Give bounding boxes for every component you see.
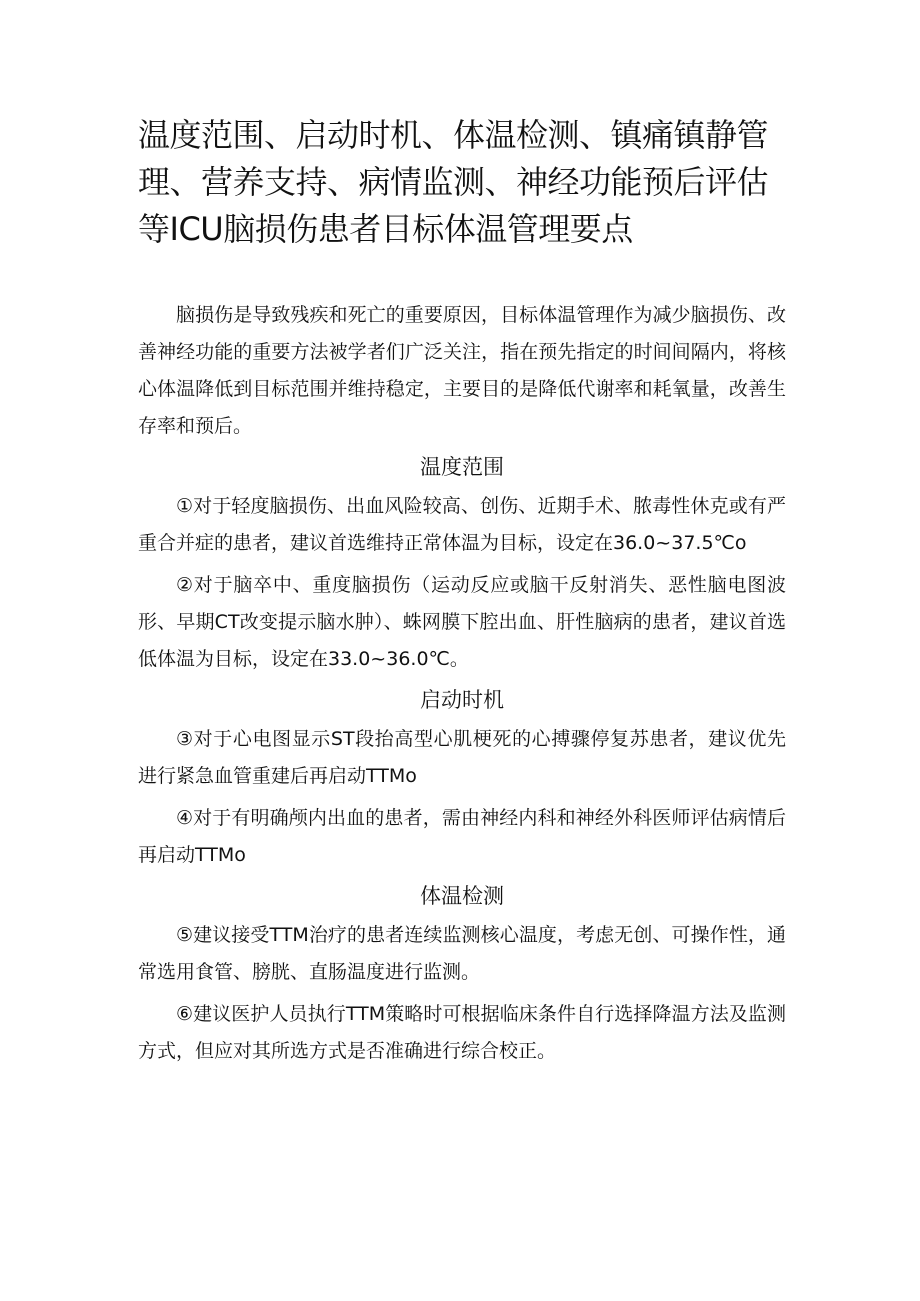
section-paragraph: ①对于轻度脑损伤、出血风险较高、创伤、近期手术、脓毒性休克或有严重合并症的患者，建议首选维持正常体温为目标，设定在36.0~37.5℃o <box>138 495 786 554</box>
document-body <box>138 297 786 1075</box>
section-paragraph: ⑤建议接受TTM治疗的患者连续监测核心温度，考虑无创、可操作性，通常选用食管、膀胱、直肠温度进行监测。 <box>138 924 786 983</box>
intro-paragraph: 脑损伤是导致残疾和死亡的重要原因，目标体温管理作为减少脑损伤、改善神经功能的重要方法被学者们广泛关注，指在预先指定的时间间隔内，将核心体温降低到目标范围并维持稳定，主要目的是降低代谢率和耗氧量，改善生存率和预后。 <box>138 304 786 437</box>
section-paragraph: ③对于心电图显示ST段抬高型心肌梗死的心搏骤停复苏患者，建议优先进行紧急血管重建后再启动TTMo <box>138 728 786 787</box>
section-temperature-range <box>138 450 786 678</box>
section-paragraph: ⑥建议医护人员执行TTM策略时可根据临床条件自行选择降温方法及监测方式，但应对其所选方式是否准确进行综合校正。 <box>138 1003 786 1062</box>
document-title: 温度范围、启动时机、体温检测、镇痛镇静管理、营养支持、病情监测、神经功能预后评估等ICU脑损伤患者目标体温管理要点 <box>138 116 769 248</box>
section-heading: 启动时机 <box>420 688 504 712</box>
section-start-timing <box>138 683 786 874</box>
section-heading: 温度范围 <box>420 455 504 479</box>
section-heading: 体温检测 <box>420 884 504 908</box>
section-paragraph: ④对于有明确颅内出血的患者，需由神经内科和神经外科医师评估病情后再启动TTMo <box>138 807 786 866</box>
section-temperature-monitoring <box>138 879 786 1070</box>
section-paragraph: ②对于脑卒中、重度脑损伤（运动反应或脑干反射消失、恶性脑电图波形、早期CT改变提示脑水肿）、蛛网膜下腔出血、肝性脑病的患者，建议首选低体温为目标，设定在33.0~36.0℃。 <box>138 574 786 670</box>
